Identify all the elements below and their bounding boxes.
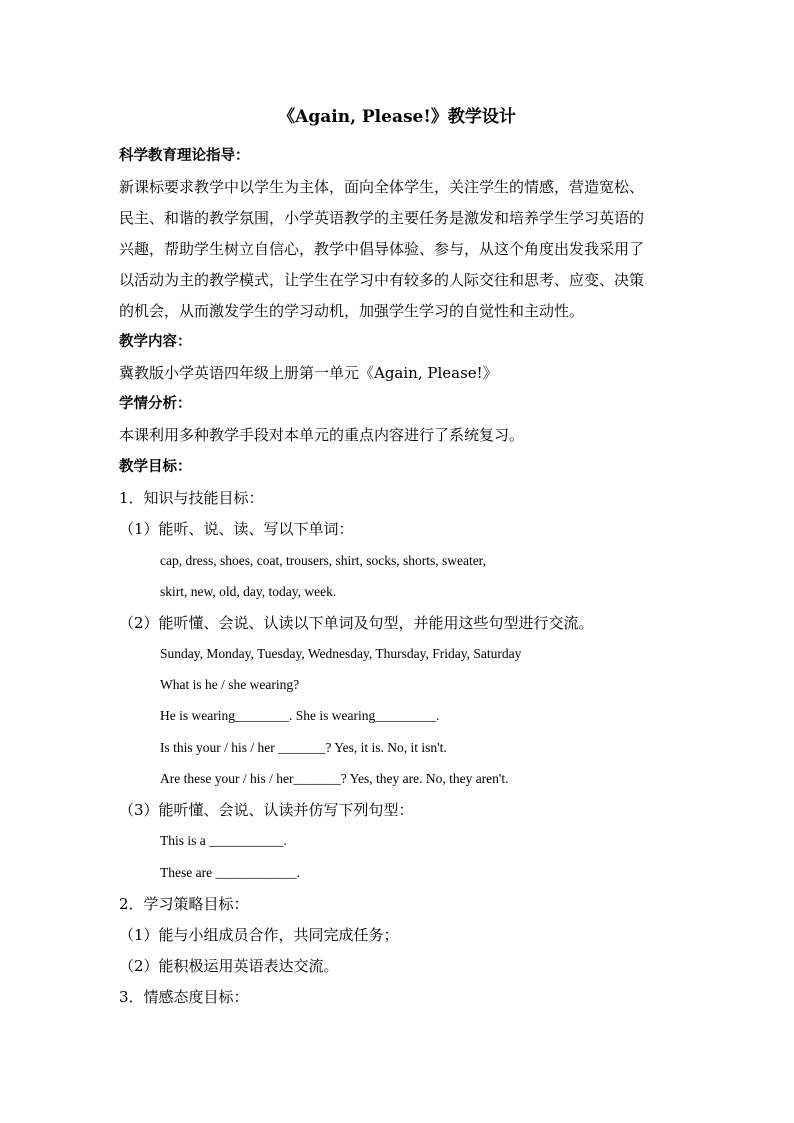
theory-heading: 科学教育理论指导： bbox=[119, 147, 250, 164]
document-title: 《Again, Please!》教学设计 bbox=[278, 107, 516, 127]
content-heading: 教学内容： bbox=[119, 333, 192, 350]
goal-1-heading: 1．知识与技能目标： bbox=[119, 489, 264, 507]
goal-1-2: （2）能听懂、会说、认读以下单词及句型，并能用这些句型进行交流。 bbox=[119, 614, 594, 632]
goal-2-heading: 2．学习策略目标： bbox=[119, 895, 249, 913]
goal-2-1: （1）能与小组成员合作，共同完成任务； bbox=[119, 926, 399, 944]
goal-3-heading: 3．情感态度目标： bbox=[119, 988, 249, 1006]
theory-line: 兴趣，帮助学生树立自信心，教学中倡导体验、参与，从这个角度出发我采用了 bbox=[119, 240, 645, 258]
goal-2-2: （2）能积极运用英语表达交流。 bbox=[119, 957, 339, 975]
analysis-text: 本课利用多种教学手段对本单元的重点内容进行了系统复习。 bbox=[119, 426, 525, 444]
sentence-line: He is wearing________. She is wearing_________. bbox=[160, 708, 440, 723]
theory-line: 民主、和谐的教学氛围，小学英语教学的主要任务是激发和培养学生学习英语的 bbox=[119, 209, 645, 227]
goal-1-3: （3）能听懂、会说、认读并仿写下列句型： bbox=[119, 801, 414, 819]
theory-line: 以活动为主的教学模式，让学生在学习中有较多的人际交往和思考、应变、决策 bbox=[119, 271, 645, 289]
analysis-heading: 学情分析： bbox=[119, 395, 192, 412]
sentence-line: Sunday, Monday, Tuesday, Wednesday, Thursday, Friday, Saturday bbox=[160, 646, 522, 661]
theory-line: 的机会，从而激发学生的学习动机，加强学生学习的自觉性和主动性。 bbox=[119, 302, 585, 320]
goals-heading: 教学目标： bbox=[119, 458, 192, 475]
sentence-line: Is this your / his / her _______? Yes, it is. No, it isn't. bbox=[160, 740, 447, 755]
theory-line: 新课标要求教学中以学生为主体，面向全体学生，关注学生的情感，营造宽松、 bbox=[119, 178, 645, 196]
sentence-line: This is a ___________. bbox=[160, 833, 287, 848]
vocab-line: cap, dress, shoes, coat, trousers, shirt, socks, shorts, sweater, bbox=[160, 553, 487, 568]
sentence-line: These are ____________. bbox=[160, 865, 300, 880]
vocab-line: skirt, new, old, day, today, week. bbox=[160, 584, 337, 599]
content-text: 冀教版小学英语四年级上册第一单元《Again, Please!》 bbox=[119, 364, 498, 382]
sentence-line: Are these your / his / her_______? Yes, they are. No, they aren't. bbox=[160, 771, 509, 786]
goal-1-1: （1）能听、说、读、写以下单词： bbox=[119, 520, 354, 538]
sentence-line: What is he / she wearing? bbox=[160, 677, 300, 692]
